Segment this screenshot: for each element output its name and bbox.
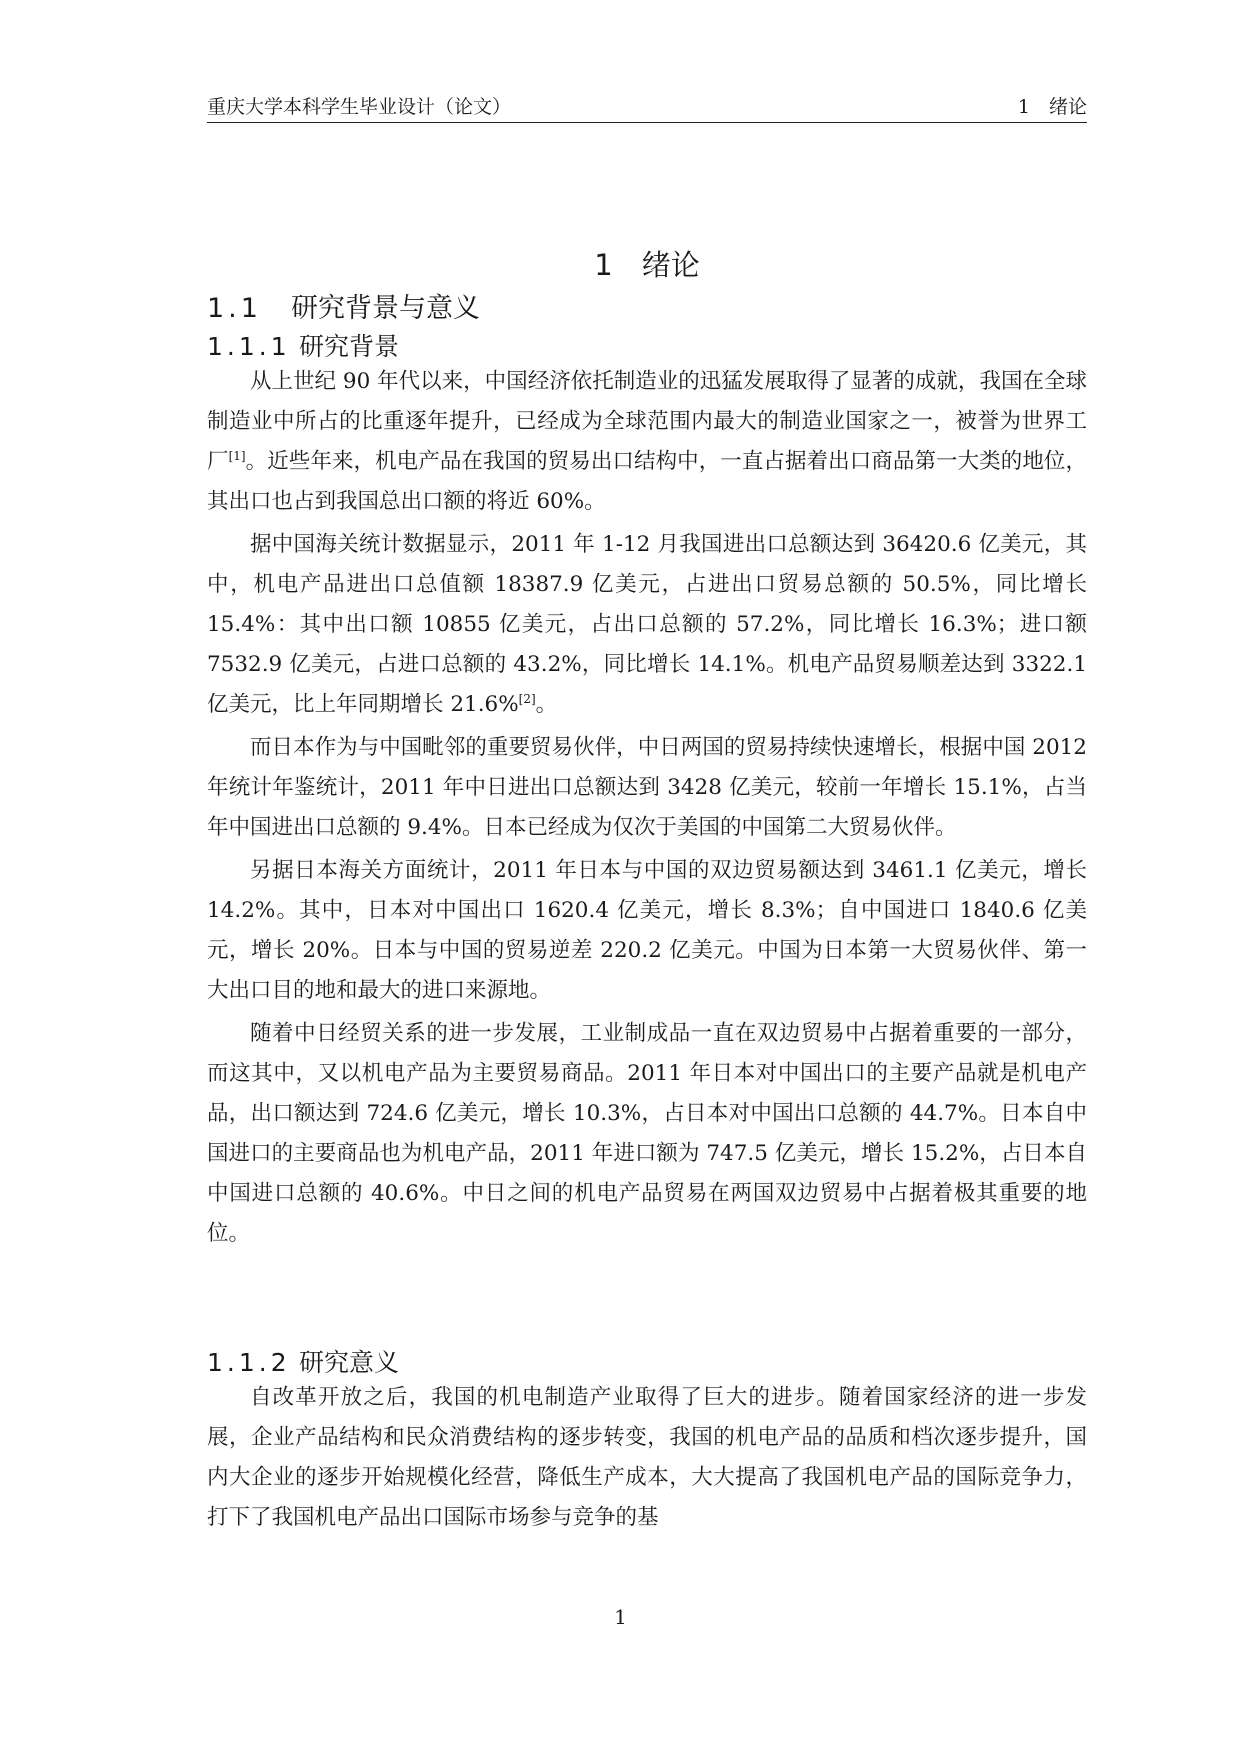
body-text-2 bbox=[207, 1378, 1087, 1538]
chapter-title: 1 绪论 bbox=[594, 248, 700, 282]
header-chapter-label: 1 绪论 bbox=[1017, 96, 1087, 118]
citation-ref: [2] bbox=[518, 691, 536, 706]
subsection-title: 研究背景 bbox=[299, 332, 400, 361]
paragraph: 据中国海关统计数据显示，2011 年 1-12 月我国进出口总额达到 36420.6 亿美元，其中，机电产品进出口总值额 18387.9 亿美元，占进出口贸易总额的 50.5%，同比增长 15.4%：其中出口额 10855 亿美元，占出口总额的 57.2%，同比增长 16.3%；进口额 7532.9 亿美元，占进口总额的 43.2%，同比增长 14.1%。机电产品贸易顺差达到 3322.1 亿美元，比上年同期增长 21.6%[2]。 bbox=[207, 532, 1087, 717]
section-heading bbox=[207, 286, 480, 325]
page-number: 1 bbox=[614, 1605, 627, 1629]
section-number: 1.1 bbox=[207, 293, 262, 324]
section-title: 研究背景与意义 bbox=[291, 293, 480, 324]
subsection-number: 1.1.1 bbox=[207, 332, 291, 361]
subsection-title: 研究意义 bbox=[299, 1348, 400, 1377]
paragraph: 而日本作为与中国毗邻的重要贸易伙伴，中日两国的贸易持续快速增长，根据中国 2012 年统计年鉴统计，2011 年中日进出口总额达到 3428 亿美元，较前一年增长 15.1%，占当年中国进出口总额的 9.4%。日本已经成为仅次于美国的中国第二大贸易伙伴。 bbox=[207, 735, 1087, 840]
citation-ref: [1] bbox=[228, 448, 246, 463]
header-left-title: 重庆大学本科学生毕业设计（论文） bbox=[207, 96, 512, 118]
subsection-number: 1.1.2 bbox=[207, 1348, 291, 1377]
body-text-1 bbox=[207, 362, 1087, 1254]
paragraph: 随着中日经贸关系的进一步发展，工业制成品一直在双边贸易中占据着重要的一部分，而这其中，又以机电产品为主要贸易商品。2011 年日本对中国出口的主要产品就是机电产品，出口额达到 724.6 亿美元，增长 10.3%，占日本对中国出口总额的 44.7%。日本自中国进口的主要商品也为机电产品，2011 年进口额为 747.5 亿美元，增长 15.2%，占日本自中国进口总额的 40.6%。中日之间的机电产品贸易在两国双边贸易中占据着极其重要的地位。 bbox=[207, 1021, 1087, 1246]
subsection-heading-1 bbox=[207, 327, 399, 363]
running-header bbox=[207, 92, 1087, 123]
paragraph: 另据日本海关方面统计，2011 年日本与中国的双边贸易额达到 3461.1 亿美元，增长 14.2%。其中，日本对中国出口 1620.4 亿美元，增长 8.3%；自中国进口 1840.6 亿美元，增长 20%。日本与中国的贸易逆差 220.2 亿美元。中国为日本第一大贸易伙伴、第一大出口目的地和最大的进口来源地。 bbox=[207, 858, 1087, 1003]
paragraph: 自改革开放之后，我国的机电制造产业取得了巨大的进步。随着国家经济的进一步发展，企业产品结构和民众消费结构的逐步转变，我国的机电产品的品质和档次逐步提升，国内大企业的逐步开始规模化经营，降低生产成本，大大提高了我国机电产品的国际竞争力，打下了我国机电产品出口国际市场参与竞争的基 bbox=[207, 1385, 1087, 1530]
subsection-heading-2 bbox=[207, 1343, 399, 1379]
paragraph: 从上世纪 90 年代以来，中国经济依托制造业的迅猛发展取得了显著的成就，我国在全球制造业中所占的比重逐年提升，已经成为全球范围内最大的制造业国家之一，被誉为世界工厂[1]。近些年来，机电产品在我国的贸易出口结构中，一直占据着出口商品第一大类的地位，其出口也占到我国总出口额的将近 60%。 bbox=[207, 369, 1087, 514]
